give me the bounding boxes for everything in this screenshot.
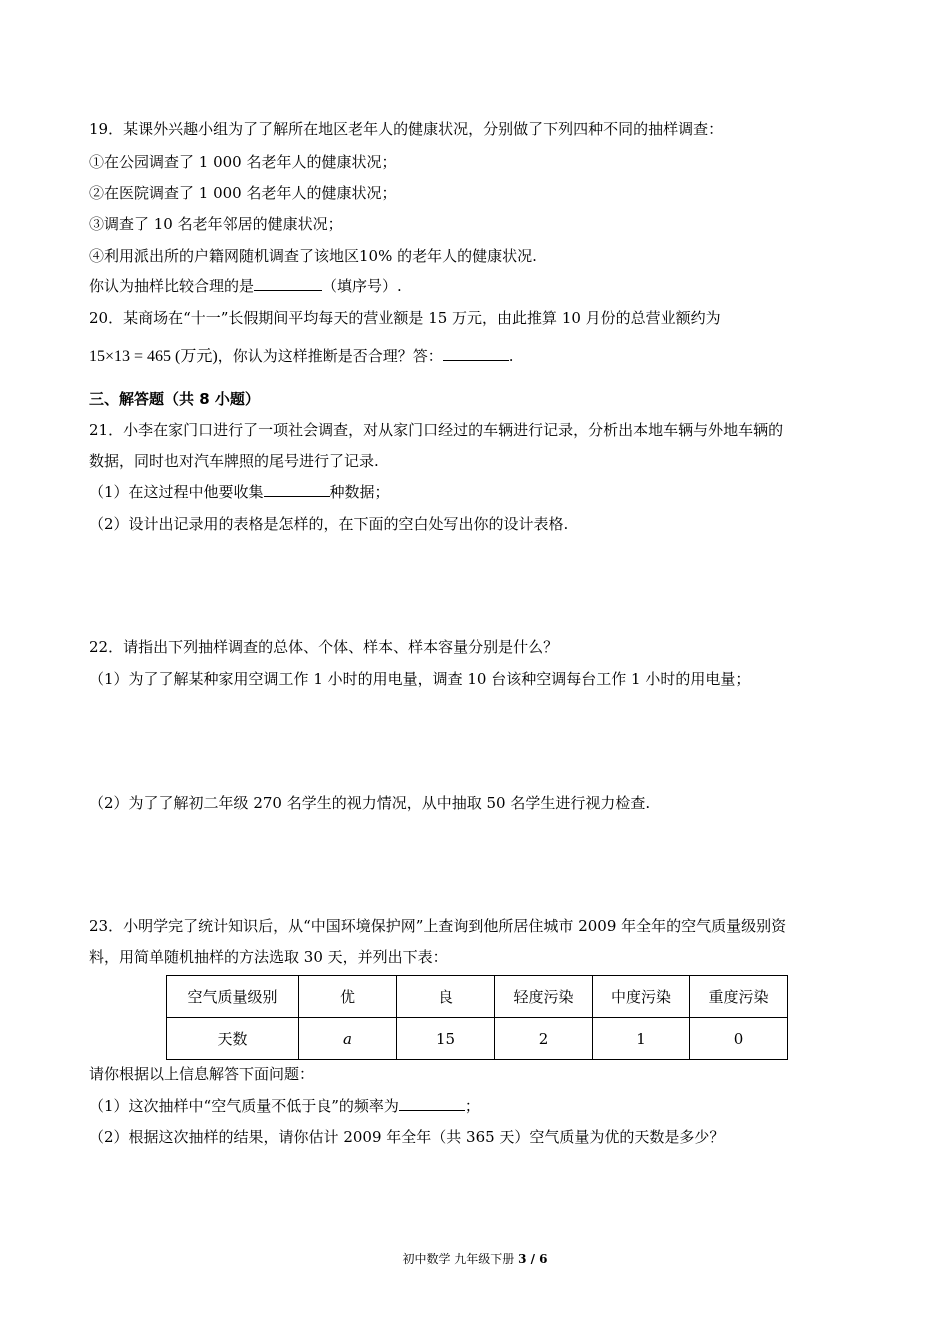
q23-part1-suffix: ； xyxy=(464,1097,480,1115)
q23-intro: 请你根据以上信息解答下面问题： xyxy=(89,1065,315,1083)
answer-blank[interactable] xyxy=(264,482,330,497)
table-header-row xyxy=(167,976,788,1018)
section-title: 三、解答题（共 8 小题） xyxy=(89,390,260,408)
q19-option-1: ①在公园调查了 1 000 名老年人的健康状况； xyxy=(89,153,397,171)
answer-blank[interactable] xyxy=(443,346,509,361)
q23-stem-line1: 23．小明学完了统计知识后，从“中国环境保护网”上查询到他所居住城市 2009 年全年的空气质量级别资 xyxy=(89,917,787,935)
table-header-cell: 空气质量级别 xyxy=(167,976,299,1018)
table-header-cell: 中度污染 xyxy=(593,976,690,1018)
q19-option-2: ②在医院调查了 1 000 名老年人的健康状况； xyxy=(89,184,397,202)
q21-part1 xyxy=(89,482,390,502)
table-header-cell: 良 xyxy=(397,976,495,1018)
q21-part1-suffix: 种数据； xyxy=(329,483,390,501)
table-cell: 0 xyxy=(690,1018,788,1060)
q19-question-text: 你认为抽样比较合理的是 xyxy=(89,277,255,295)
q19-question xyxy=(89,276,402,296)
q19-stem: 19．某课外兴趣小组为了了解所在地区老年人的健康状况，分别做了下列四种不同的抽样调查： xyxy=(89,120,724,138)
q21-stem-line2: 数据，同时也对汽车牌照的尾号进行了记录. xyxy=(89,452,379,470)
q21-part1-text: （1）在这过程中他要收集 xyxy=(89,483,264,501)
footer-label: 初中数学 九年级下册 xyxy=(402,1252,519,1266)
q20-formula: 15×13 = 465 (万元) xyxy=(89,348,218,365)
q21-stem-line1: 21．小李在家门口进行了一项社会调查，对从家门口经过的车辆进行记录，分析出本地车辆与外地车辆的 xyxy=(89,421,784,439)
q20-question xyxy=(89,346,514,367)
page-number: 3 / 6 xyxy=(518,1252,548,1266)
table-cell: 15 xyxy=(397,1018,495,1060)
table-row xyxy=(167,1018,788,1060)
table-cell: 2 xyxy=(495,1018,593,1060)
q23-part1 xyxy=(89,1096,480,1116)
page-footer xyxy=(0,1251,950,1267)
q23-stem-line2: 料，用简单随机抽样的方法选取 30 天，并列出下表： xyxy=(89,948,448,966)
air-quality-table xyxy=(166,975,788,1060)
table-header-cell: 重度污染 xyxy=(690,976,788,1018)
answer-blank[interactable] xyxy=(254,276,322,291)
q23-part2: （2）根据这次抽样的结果，请你估计 2009 年全年（共 365 天）空气质量为优的天数是多少？ xyxy=(89,1128,725,1146)
q19-question-suffix: （填序号）. xyxy=(322,277,402,295)
table-header-cell: 轻度污染 xyxy=(495,976,593,1018)
table-cell: 1 xyxy=(593,1018,690,1060)
q19-option-4: ④利用派出所的户籍网随机调查了该地区10% 的老年人的健康状况. xyxy=(89,247,537,265)
q22-part1: （1）为了了解某种家用空调工作 1 小时的用电量，调查 10 台该种空调每台工作 1 小时的用电量； xyxy=(89,670,751,688)
table-cell: 天数 xyxy=(167,1018,299,1060)
table-header-cell: 优 xyxy=(299,976,397,1018)
q19-option-3: ③调查了 10 名老年邻居的健康状况； xyxy=(89,215,343,233)
q20-stem: 20．某商场在“十一”长假期间平均每天的营业额是 15 万元，由此推算 10 月份的总营业额约为 xyxy=(89,309,721,327)
q22-stem: 22．请指出下列抽样调查的总体、个体、样本、样本容量分别是什么？ xyxy=(89,638,559,656)
q22-part2: （2）为了了解初二年级 270 名学生的视力情况，从中抽取 50 名学生进行视力检查. xyxy=(89,794,651,812)
q23-part1-text: （1）这次抽样中“空气质量不低于良”的频率为 xyxy=(89,1097,399,1115)
q21-part2: （2）设计出记录用的表格是怎样的，在下面的空白处写出你的设计表格. xyxy=(89,515,569,533)
q20-question-suffix: . xyxy=(508,347,514,365)
table-cell: a xyxy=(299,1018,397,1060)
answer-blank[interactable] xyxy=(399,1096,465,1111)
q20-question-text: ，你认为这样推断是否合理？答： xyxy=(217,347,443,365)
